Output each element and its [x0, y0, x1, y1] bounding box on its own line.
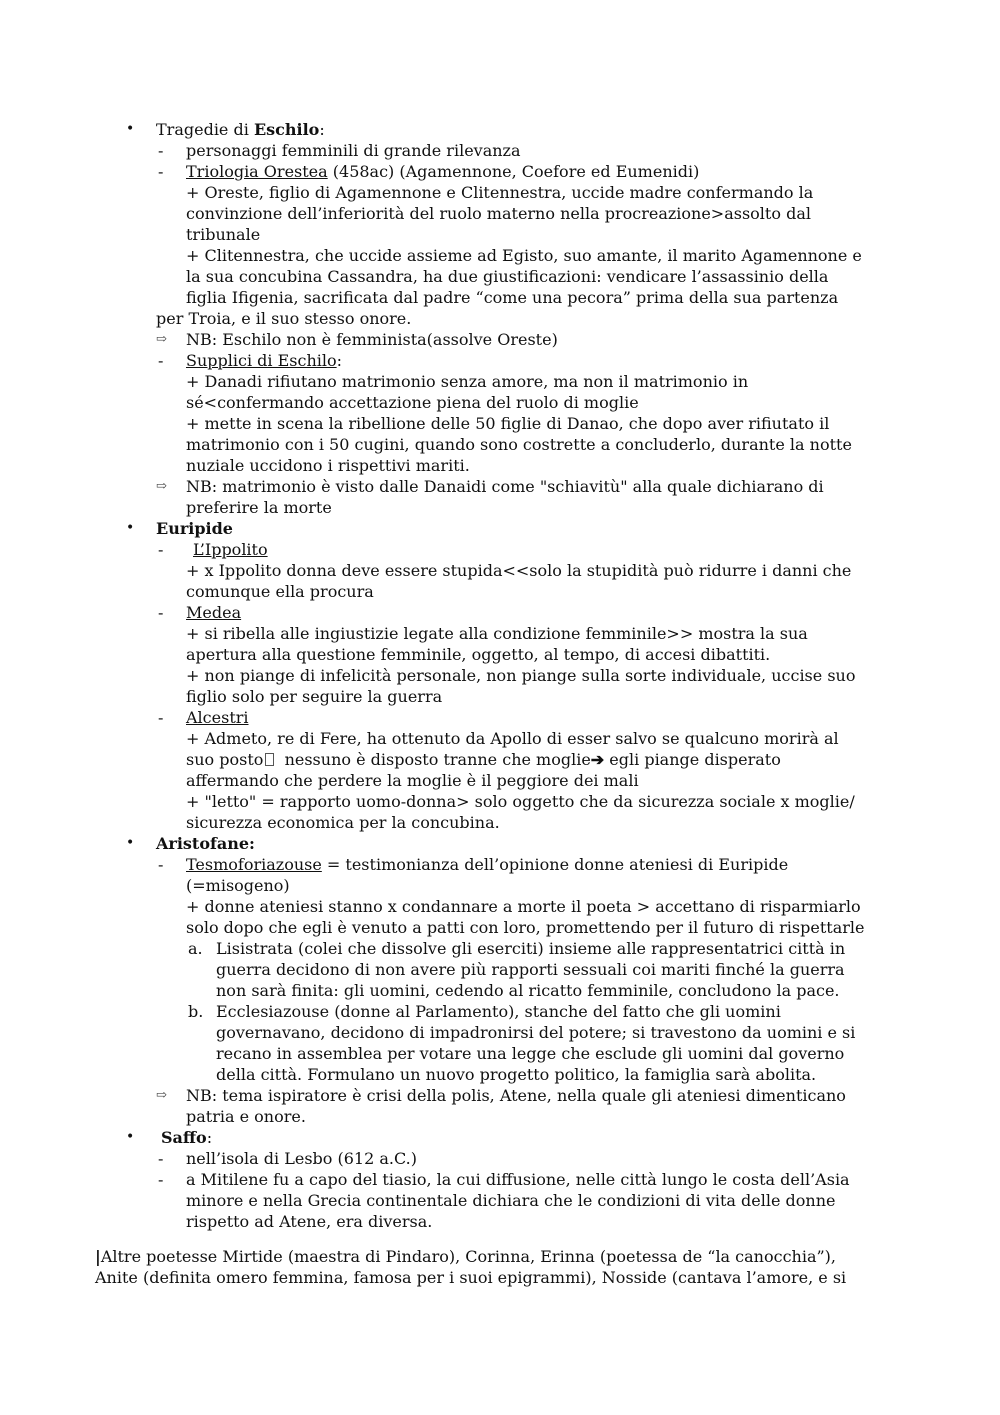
list-item: nell’isola di Lesbo (612 a.C.) — [186, 1149, 417, 1168]
text-fragment: nessuno è disposto tranne che moglie — [274, 750, 591, 769]
dash-marker: - — [158, 351, 164, 370]
text-line: + x Ippolito donna deve essere stupida<<solo la stupidità può ridurre i danni che — [186, 561, 852, 580]
list-item: personaggi femminili di grande rilevanza — [186, 141, 521, 160]
text-fragment: suo posto — [186, 750, 264, 769]
orestea-item — [186, 161, 699, 182]
text-line: apertura alla questione femminile, oggetto, al tempo, di accesi dibattiti. — [186, 645, 771, 664]
text-line: tribunale — [186, 225, 261, 244]
euripide-heading: Euripide — [156, 519, 233, 538]
supplici-item — [186, 350, 342, 371]
work-title: Triologia Orestea — [186, 162, 328, 181]
text-line: sicurezza economica per la concubina. — [186, 813, 500, 832]
text-line: + Clitennestra, che uccide assieme ad Egisto, suo amante, il marito Agamennone e — [186, 246, 862, 265]
text-line: governavano, decidono di impadronirsi del potere; si travestono da uomini e si — [216, 1023, 856, 1042]
text-line: + si ribella alle ingiustizie legate alla condizione femminile>> mostra la sua — [186, 624, 808, 643]
text-line: a Mitilene fu a capo del tiasio, la cui diffusione, nelle città lungo le costa dell’Asia — [186, 1170, 850, 1189]
text-line: comunque ella procura — [186, 582, 374, 601]
eschilo-heading — [156, 119, 325, 140]
nb-note: NB: Eschilo non è femminista(assolve Oreste) — [186, 330, 558, 349]
bullet-marker: • — [126, 121, 135, 137]
work-title: Supplici di Eschilo — [186, 351, 337, 370]
author-name: Saffo — [161, 1128, 207, 1147]
aristofane-heading: Aristofane: — [156, 834, 255, 853]
heading-prefix: Tragedie di — [156, 120, 254, 139]
text-line: per Troia, e il suo stesso onore. — [156, 309, 412, 328]
heading-colon: : — [336, 351, 343, 370]
text-line: recano in assemblea per votare una legge che esclude gli uomini dal governo — [216, 1044, 845, 1063]
text-line: + mette in scena la ribellione delle 50 figlie di Danao, che dopo aver rifiutato il — [186, 414, 830, 433]
text-line: Ecclesiazouse (donne al Parlamento), stanche del fatto che gli uomini — [216, 1002, 781, 1021]
paragraph-line — [95, 1246, 836, 1267]
saffo-heading — [161, 1127, 212, 1148]
nb-note: NB: matrimonio è visto dalle Danaidi come "schiavitù" alla quale dichiarano di — [186, 477, 824, 496]
dash-marker: - — [158, 540, 164, 559]
work-details: (458ac) (Agamennone, Coefore ed Eumenidi) — [327, 162, 700, 181]
text-line: guerra decidono di non avere più rapporti sessuali coi mariti finché la guerra — [216, 960, 845, 979]
nb-note: patria e onore. — [186, 1107, 306, 1126]
arrow-icon: ⇨ — [156, 332, 167, 347]
work-title: L’Ippolito — [193, 540, 268, 559]
dash-marker: - — [158, 162, 164, 181]
text-line: + Danadi rifiutano matrimonio senza amore, ma non il matrimonio in — [186, 372, 749, 391]
work-details: = testimonianza dell’opinione donne ateniesi di Euripide — [321, 855, 789, 874]
heading-colon: : — [206, 1128, 213, 1147]
arrow-icon: ⇨ — [156, 1088, 167, 1103]
bullet-marker: • — [126, 520, 135, 536]
dash-marker: - — [158, 1149, 164, 1168]
bullet-marker: • — [126, 1129, 135, 1145]
text-line: della città. Formulano un nuovo progetto politico, la famiglia sarà abolita. — [216, 1065, 817, 1084]
text-line: figlia Ifigenia, sacrificata dal padre “come una pecora” prima della sua partenza — [186, 288, 839, 307]
dash-marker: - — [158, 603, 164, 622]
dash-marker: - — [158, 855, 164, 874]
dash-marker: - — [158, 1170, 164, 1189]
text-line: + Oreste, figlio di Agamennone e Clitennestra, uccide madre confermando la — [186, 183, 814, 202]
text-line: convinzione dell’inferiorità del ruolo materno nella procreazione>assolto dal — [186, 204, 811, 223]
nb-note: NB: tema ispiratore è crisi della polis, Atene, nella quale gli ateniesi dimenticano — [186, 1086, 846, 1105]
text-line: + "letto" = rapporto uomo-donna> solo oggetto che da sicurezza sociale x moglie/ — [186, 792, 855, 811]
heading-colon: : — [319, 120, 325, 139]
text-line: la sua concubina Cassandra, ha due giustificazioni: vendicare l’assassinio della — [186, 267, 829, 286]
list-marker-a: a. — [188, 939, 203, 958]
work-title: Alcestri — [186, 708, 249, 727]
text-fragment: egli piange disperato — [604, 750, 781, 769]
work-title: Medea — [186, 603, 242, 622]
tesmo-item — [186, 854, 788, 875]
text-cursor-mark: | — [95, 1247, 101, 1266]
text-line: figlio solo per seguire la guerra — [186, 687, 443, 706]
text-line: nuziale uccidono i rispettivi mariti. — [186, 456, 470, 475]
text-line: matrimonio con i 50 cugini, quando sono costrette a concluderlo, durante la notte — [186, 435, 852, 454]
bullet-marker: • — [126, 835, 135, 851]
list-marker-b: b. — [188, 1002, 204, 1021]
text-fragment: Altre poetesse Mirtide (maestra di Pindaro), Corinna, Erinna (poetessa de “la canocchia”), — [100, 1247, 837, 1266]
text-line: solo dopo che egli è venuto a patti con loro, promettendo per il futuro di rispettarle — [186, 918, 865, 937]
text-line: non sarà finita: gli uomini, cedendo al ricatto femminile, concludono la pace. — [216, 981, 840, 1000]
author-name: Eschilo — [253, 120, 320, 139]
right-arrow-icon: ➔ — [590, 750, 605, 769]
text-line: sé<confermando accettazione piena del ruolo di moglie — [186, 393, 639, 412]
work-title: Tesmoforiazouse — [186, 855, 322, 874]
text-line: + non piange di infelicità personale, non piange sulla sorte individuale, uccise suo — [186, 666, 856, 685]
nb-note: preferire la morte — [186, 498, 332, 517]
arrow-icon: ⇨ — [156, 479, 167, 494]
text-line: + donne ateniesi stanno x condannare a morte il poeta > accettano di risparmiarlo — [186, 897, 861, 916]
text-line: Lisistrata (colei che dissolve gli eserciti) insieme alle rappresentatrici città in — [216, 939, 846, 958]
text-line: affermando che perdere la moglie è il peggiore dei mali — [186, 771, 639, 790]
paragraph-line: Anite (definita omero femmina, famosa per i suoi epigrammi), Nosside (cantava l’amore, e si — [95, 1268, 847, 1287]
text-line: + Admeto, re di Fere, ha ottenuto da Apollo di esser salvo se qualcuno morirà al — [186, 729, 839, 748]
dash-marker: - — [158, 141, 164, 160]
text-line: (=misogeno) — [186, 876, 290, 895]
text-line — [186, 749, 781, 770]
dash-marker: - — [158, 708, 164, 727]
text-line: rispetto ad Atene, era diversa. — [186, 1212, 433, 1231]
text-line: minore e nella Grecia continentale dichiara che le condizioni di vita delle donne — [186, 1191, 836, 1210]
